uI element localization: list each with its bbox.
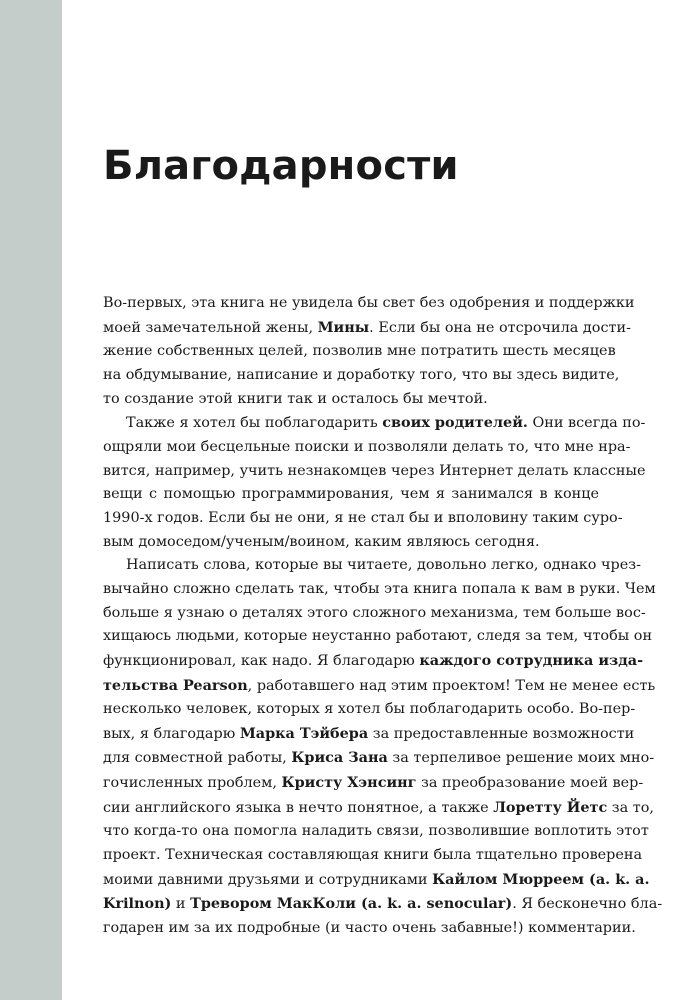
text-line — [103, 674, 656, 699]
bold-text: Криса Зана — [291, 749, 388, 767]
text-run: годарен им за их подробные (и часто очень забавные!) комментарии. — [103, 920, 636, 937]
bold-text: тельства Pearson — [103, 676, 248, 694]
text-line — [103, 746, 655, 771]
text-run: вым домоседом/ученым/воином, каким являюсь сегодня. — [103, 533, 540, 550]
text-run: вещи с помощью программирования, чем я занимался в конце — [103, 486, 599, 503]
text-line — [103, 411, 646, 436]
bold-text: Марка Тэйбера — [239, 724, 369, 742]
text-run: моей замечательной жены, — [103, 319, 318, 336]
bold-text: своих родителей. — [382, 414, 528, 432]
text-run: жение собственных целей, позволив мне потратить шесть месяцев — [103, 343, 616, 360]
body-text — [103, 292, 663, 941]
paragraph — [103, 292, 635, 411]
bold-text: Krilnon) — [103, 895, 172, 913]
text-line — [103, 602, 646, 626]
text-line — [103, 578, 656, 602]
text-line — [103, 292, 635, 316]
text-run: за то, — [607, 799, 655, 816]
text-run: Написать слова, которые вы читаете, довольно легко, однако чрез- — [126, 557, 641, 574]
text-run: Во-первых, эта книга не увидела бы свет без одобрения и поддержки — [103, 295, 635, 311]
text-line — [103, 531, 599, 555]
text-run: хищаюсь людьми, которые неустанно работают, следя за тем, чтобы он — [103, 628, 653, 645]
text-run: функционировал, как надо. Я благодарю — [103, 652, 420, 669]
text-line — [103, 364, 620, 388]
bold-text: Тревором МакКоли (a. k. a. senocular) — [190, 895, 513, 913]
paragraph — [103, 411, 646, 554]
text-line — [103, 554, 641, 578]
text-run: вых, я благодарю — [103, 725, 240, 742]
text-run: сии английского языка в нечто понятное, а также — [103, 799, 494, 816]
text-line — [103, 917, 636, 941]
text-run: на обдумывание, написание и доработку того, что вы здесь видите, — [103, 366, 620, 383]
bold-text: Мины — [317, 318, 370, 336]
bold-text: каждого сотрудника изда- — [419, 651, 644, 669]
text-run: за предоставленные возможности — [368, 725, 635, 742]
text-line — [103, 436, 631, 460]
bold-text: Кристу Хэнсинг — [281, 774, 417, 792]
bold-text: Кайлом Мюрреем (a. k. a. — [432, 870, 650, 888]
text-line — [103, 460, 646, 484]
bold-text: Лоретту Йетс — [493, 798, 608, 816]
text-run: то создание этой книги так и осталось бы мечтой. — [103, 390, 488, 407]
text-line — [103, 507, 623, 531]
text-run: и — [171, 896, 191, 913]
text-line — [103, 844, 643, 868]
text-run: Они всегда по- — [527, 415, 646, 432]
text-run: проект. Техническая составляющая книги была тщательно проверена — [103, 847, 643, 864]
text-run: ощряли мои бесцельные поиски и позволяли делать то, что мне нра- — [103, 438, 631, 455]
page-margin-bar — [0, 0, 62, 1000]
text-run: несколько человек, которых я хотел бы поблагодарить особо. Во-пер- — [103, 701, 636, 718]
text-run: вится, например, учить незнакомцев через Интернет делать классные — [103, 462, 646, 479]
text-line — [103, 771, 644, 796]
text-line — [103, 388, 599, 412]
text-line — [103, 340, 616, 364]
text-run: . Я бесконечно бла- — [512, 896, 663, 913]
text-line — [103, 892, 663, 917]
text-run: для совместной работы, — [103, 750, 292, 767]
text-run: вычайно сложно сделать так, чтобы эта книга попала к вам в руки. Чем — [103, 580, 656, 597]
text-run: за преобразование моей вер- — [416, 775, 644, 792]
text-line — [103, 820, 649, 844]
text-line — [103, 649, 644, 674]
text-line — [103, 625, 653, 649]
text-run: , работавшего над этим проектом! Тем не менее есть — [247, 677, 656, 694]
text-line — [103, 722, 635, 747]
text-line — [103, 698, 636, 722]
text-line — [103, 796, 655, 821]
page-title: Благодарности — [103, 143, 459, 189]
text-run: . Если бы она не отсрочила дости- — [369, 319, 631, 336]
text-run: что когда-то она помогла наладить связи, позволившие воплотить этот — [103, 823, 649, 840]
text-line — [103, 316, 631, 341]
text-run: моими давними друзьями и сотрудниками — [103, 871, 433, 888]
text-line — [103, 868, 650, 893]
text-run: гочисленных проблем, — [103, 775, 282, 792]
text-run: Также я хотел бы поблагодарить — [126, 415, 383, 432]
text-run: больше я узнаю о деталях этого сложного механизма, тем больше вос- — [103, 604, 646, 621]
paragraph — [103, 554, 663, 941]
text-run: за терпеливое решение моих мно- — [387, 750, 655, 767]
text-line — [103, 483, 599, 507]
text-run: 1990-х годов. Если бы не они, я не стал бы и вполовину таким суро- — [103, 509, 623, 526]
